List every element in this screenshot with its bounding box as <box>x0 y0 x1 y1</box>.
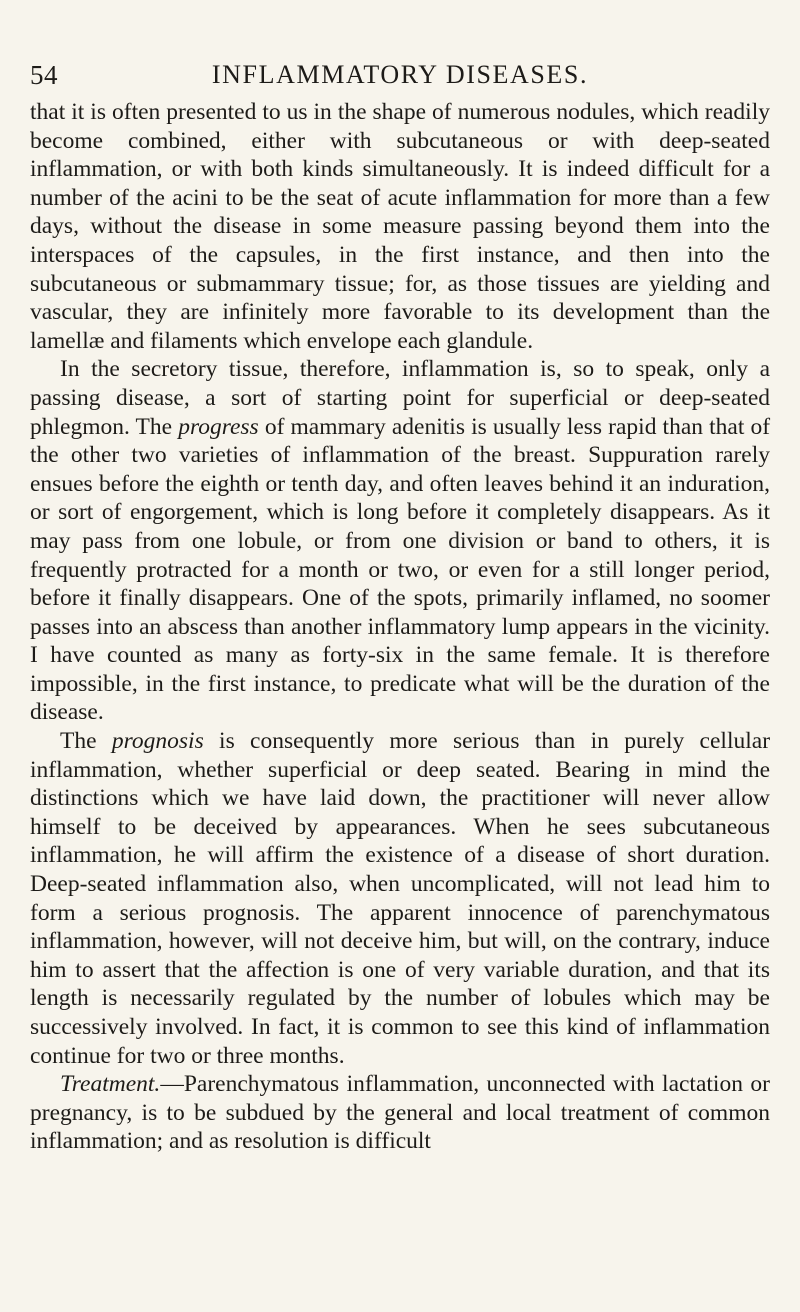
paragraph-3: The prognosis is consequently more serious than in purely cellular inflammation, whether superficial or deep seated. Bearing in mind the distinctions which we have laid down, the practitioner will never allow himself to be deceived by appearances. When he sees subcutaneous inflammation, he will affirm the existence of a disease of short duration. Deep-seated inflammation also, when uncomplicated, will not lead him to form a serious prognosis. The apparent innocence of parenchymatous inflammation, however, will not deceive him, but will, on the contrary, induce him to assert that the affection is one of very variable duration, and that its length is necessarily regulated by the number of lobules which may be successively involved. In fact, it is common to see this kind of inflammation continue for two or three months. <box>30 728 771 1069</box>
emphasis-prognosis: prognosis <box>111 728 204 755</box>
paragraph-2: In the secretory tissue, therefore, inflammation is, so to speak, only a passing disease, a sort of starting point for superficial or deep-seated phlegmon. The progress of mammary adenitis is usually less rapid than that of the other two varieties of inflammation of the breast. Suppuration rarely ensues before the eighth or tenth day, and often leaves behind it an induration, or sort of engorgement, which is long before it completely disappears. As it may pass from one lobule, or from one division or band to others, it is frequently protracted for a month or two, or even for a still longer period, before it finally disappears. One of the spots, primarily inflamed, no soomer passes into an abscess than another inflammatory lump appears in the vicinity. I have counted as many as forty-six in the same female. It is therefore impossible, in the first instance, to predicate what will be the duration of the disease. <box>30 356 771 726</box>
running-title: INFLAMMATORY DISEASES. <box>211 60 589 89</box>
emphasis-progress: progress <box>178 413 259 440</box>
page-header <box>30 60 770 94</box>
paragraph-1: that it is often presented to us in the shape of numerous nodules, which readily become combined, either with subcutaneous or with deep-seated inflammation, or with both kinds simultaneously. It is indeed difficult for a number of the acini to be the seat of acute inflammation for more than a few days, without the disease in some measure passing beyond them into the interspaces of the capsules, in the first instance, and then into the subcutaneous or submammary tissue; for, as those tissues are yielding and vascular, they are infinitely more favorable to its development than the lamellæ and filaments which envelope each glandule. <box>30 99 770 354</box>
page-number: 54 <box>30 60 58 90</box>
paragraph-4: Treatment.—Parenchymatous inflammation, unconnected with lactation or pregnancy, is to be subdued by the general and local treatment of common inflammation; and as resolution is difficult <box>30 1071 770 1155</box>
body-text <box>30 98 770 1156</box>
emphasis-treatment: Treatment. <box>60 1071 161 1098</box>
